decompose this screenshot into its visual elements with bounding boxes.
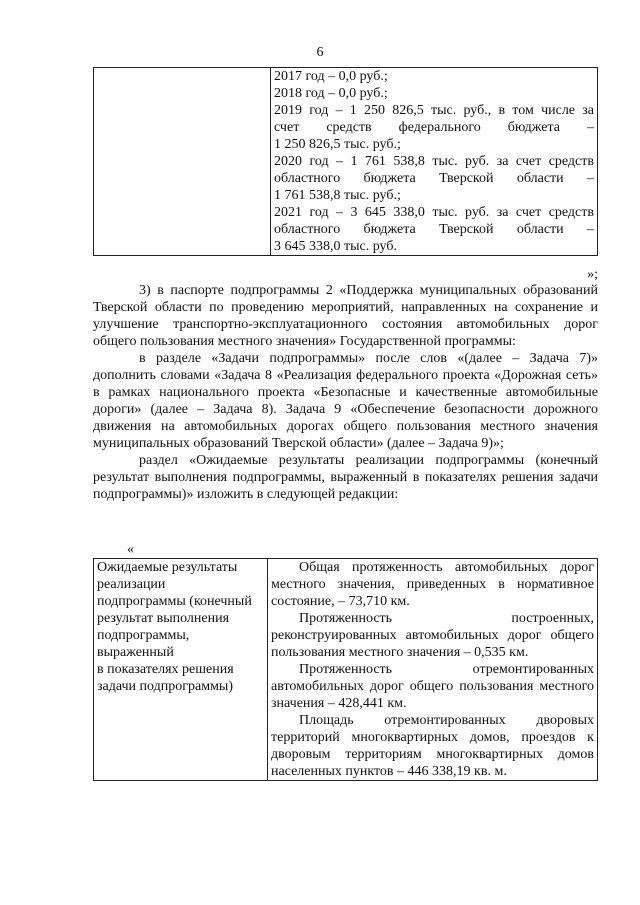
page-number: 6	[316, 45, 324, 60]
opening-quote-mark: «	[127, 542, 134, 557]
funding-table	[93, 67, 598, 256]
funding-line: областного бюджета Тверской области –	[274, 171, 594, 186]
results-label-line: задачи подпрограммы)	[97, 679, 234, 694]
paragraph-item-3: 3) в паспорте подпрограммы 2 «Поддержка муниципальных образований Тверской области по проведению мероприятий, направленных на сохранение и улучшение транспортно-эксплуатационного состояния автомобильных дорог общего пользования местного значения» Государственной программы:	[93, 283, 598, 349]
results-table-values-cell	[268, 559, 598, 781]
funding-line: 2021 год – 3 645 338,0 тыс. руб. за счет средств	[274, 205, 594, 220]
funding-line: 2019 год – 1 250 826,5 тыс. руб., в том числе за	[274, 103, 594, 118]
results-table-label-cell	[94, 559, 268, 781]
results-label-line: подпрограммы (конечный	[97, 594, 252, 609]
result-road-length-normative: Общая протяженность автомобильных дорог местного значения, приведенных в нормативное состояние, – 73,710 км.	[271, 560, 594, 609]
results-label-line: подпрограммы,	[97, 628, 190, 643]
paragraph-tasks-section: в разделе «Задачи подпрограммы» после слов «(далее – Задача 7)» дополнить словами «Задача 8 «Реализация федерального проекта «Дорожная сеть» в рамках национального проекта «Безопасные и качественные автомобильные дороги» (далее – Задача 8). Задача 9 «Обеспечение безопасности дорожного движения на автомобильных дорогах общего пользования местного значения муниципальных образований Тверской области» (далее – Задача 9)»;	[93, 351, 598, 451]
funding-line: областного бюджета Тверской области –	[274, 222, 594, 237]
funding-line: счет средств федерального бюджета –	[274, 120, 594, 135]
closing-quote-mark: »;	[587, 267, 598, 282]
result-road-length-built: Протяженность построенных, реконструированных автомобильных дорог общего пользования местного значения – 0,535 км.	[271, 611, 594, 660]
funding-line: 2018 год – 0,0 руб.;	[274, 86, 388, 101]
funding-table-text-cell	[271, 68, 598, 256]
funding-line: 1 250 826,5 тыс. руб.;	[274, 137, 401, 152]
funding-line: 1 761 538,8 тыс. руб.;	[274, 188, 401, 203]
paragraph-results-section: раздел «Ожидаемые результаты реализации подпрограммы (конечный результат выполнения подпрограммы, выраженный в показателях решения задачи подпрограммы)» изложить в следующей редакции:	[93, 453, 598, 502]
funding-line: 3 645 338,0 тыс. руб.	[274, 239, 397, 254]
document-body	[93, 282, 598, 503]
funding-line: 2017 год – 0,0 руб.;	[274, 69, 388, 84]
results-label-line: в показателях решения	[97, 662, 234, 677]
results-label-line: реализации	[97, 577, 166, 592]
funding-line: 2020 год – 1 761 538,8 тыс. руб. за счет средств	[274, 154, 594, 169]
results-table	[93, 558, 598, 781]
results-label-line: Ожидаемые результаты	[97, 560, 238, 575]
results-label-line: выраженный	[97, 645, 174, 660]
result-yard-area-repaired: Площадь отремонтированных дворовых территорий многоквартирных домов, проездов к дворовым территориям многоквартирных домов населенных пунктов – 446 338,19 кв. м.	[271, 713, 594, 779]
funding-table-empty-cell	[94, 68, 271, 256]
result-road-length-repaired: Протяженность отремонтированных автомобильных дорог общего пользования местного значения – 428,441 км.	[271, 662, 594, 711]
results-label-line: результат выполнения	[97, 611, 230, 626]
